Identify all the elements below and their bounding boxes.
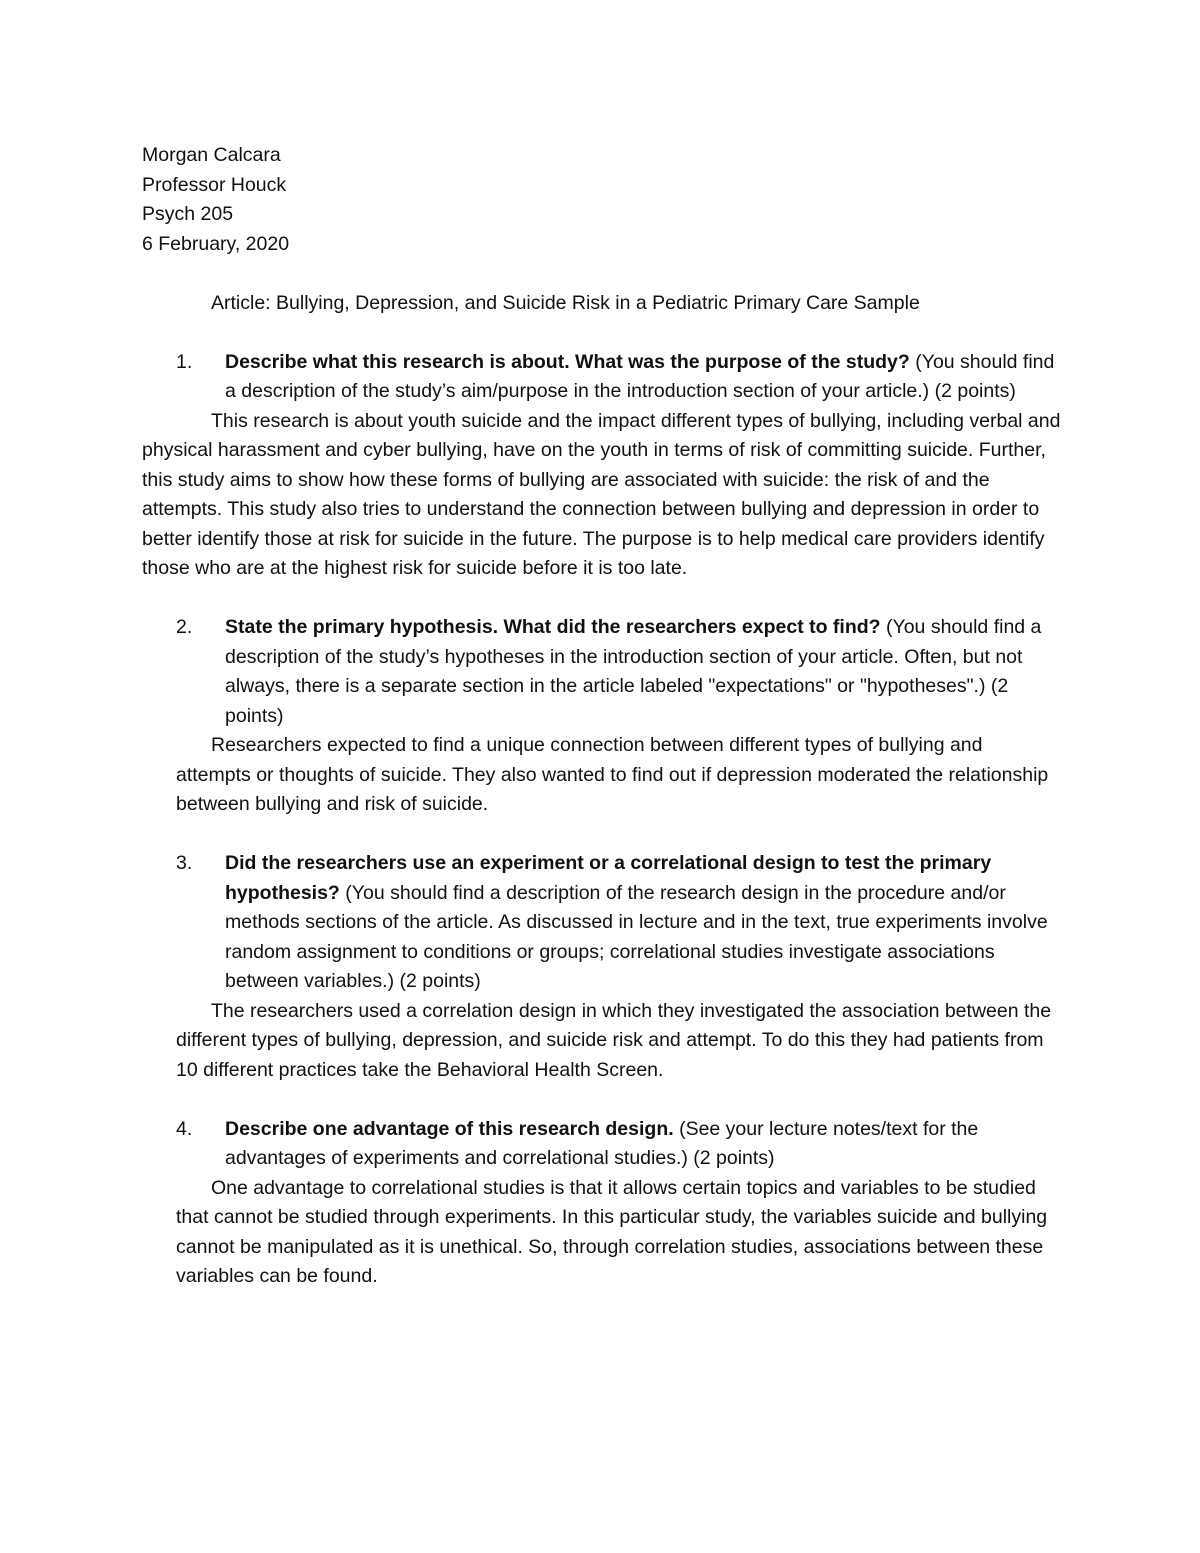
question-2-bold-text: State the primary hypothesis. What did the researchers expect to find? (225, 616, 881, 638)
professor-name: Professor Houck (142, 173, 287, 196)
question-2 (142, 613, 1062, 731)
question-4-instructions: (See your lecture notes/text for the advantages of experiments and correlational studies.) (2 points) (225, 1117, 979, 1169)
question-2-number: 2. (176, 616, 193, 638)
question-1-number: 1. (176, 350, 193, 373)
question-3-instructions: (You should find a description of the research design in the procedure and/or methods sections of the article. As discussed in lecture and in the text, true experiments involve random assignment to conditions or groups; correlational studies investigate associations between variables.) (2 points) (225, 881, 1048, 992)
question-3-prompt (176, 849, 1062, 997)
question-3-number: 3. (176, 852, 193, 874)
question-4-bold-text: Describe one advantage of this research design. (225, 1117, 674, 1140)
question-4-prompt (176, 1115, 1062, 1174)
question-1 (142, 348, 1062, 407)
answer-1: This research is about youth suicide and the impact different types of bullying, including verbal and physical harassment and cyber bullying, have on the youth in terms of risk of committing suicide. Further, this study aims to show how these forms of bullying are associated with suicide: the risk of and the attempts. This study also tries to understand the connection between bullying and depression in order to better identify those at risk for suicide in the future. The purpose is to help medical care providers identify those who are at the highest risk for suicide before it is too late. (142, 409, 1061, 579)
question-3 (142, 849, 1062, 997)
question-3-bold-text: Did the researchers use an experiment or a correlational design to test the primary hypothesis? (225, 852, 992, 904)
author-name: Morgan Calcara (142, 144, 281, 166)
answer-2: Researchers expected to find a unique connection between different types of bullying and attempts or thoughts of suicide. They also wanted to find out if depression moderated the relationship between bullying and risk of suicide. (176, 734, 1049, 815)
course-name: Psych 205 (142, 203, 234, 225)
question-4 (142, 1115, 1062, 1174)
question-1-instructions: (You should find a description of the study’s aim/purpose in the introduction section of your article.) (2 points) (225, 350, 1055, 402)
article-title: Article: Bullying, Depression, and Suicide Risk in a Pediatric Primary Care Sample (211, 291, 920, 314)
question-1-prompt (176, 348, 1062, 407)
question-1-bold-text: Describe what this research is about. What was the purpose of the study? (225, 350, 910, 373)
answer-3: The researchers used a correlation design in which they investigated the association between the different types of bullying, depression, and suicide risk and attempt. To do this they had patients from 10 different practices take the Behavioral Health Screen. (176, 999, 1052, 1081)
question-4-number: 4. (176, 1117, 193, 1140)
document-content (142, 141, 1062, 1292)
question-2-instructions: (You should find a description of the study’s hypotheses in the introduction section of your article. Often, but not always, there is a separate section in the article labeled "expectations" or "hypotheses".) (2 points) (225, 616, 1042, 727)
header-block (142, 141, 1062, 259)
date: 6 February, 2020 (142, 232, 290, 255)
answer-4: One advantage to correlational studies is that it allows certain topics and variables to be studied that cannot be studied through experiments. In this particular study, the variables suicide and bullying cannot be manipulated as it is unethical. So, through correlation studies, associations between these variables can be found. (176, 1176, 1048, 1287)
question-2-prompt (176, 613, 1062, 731)
